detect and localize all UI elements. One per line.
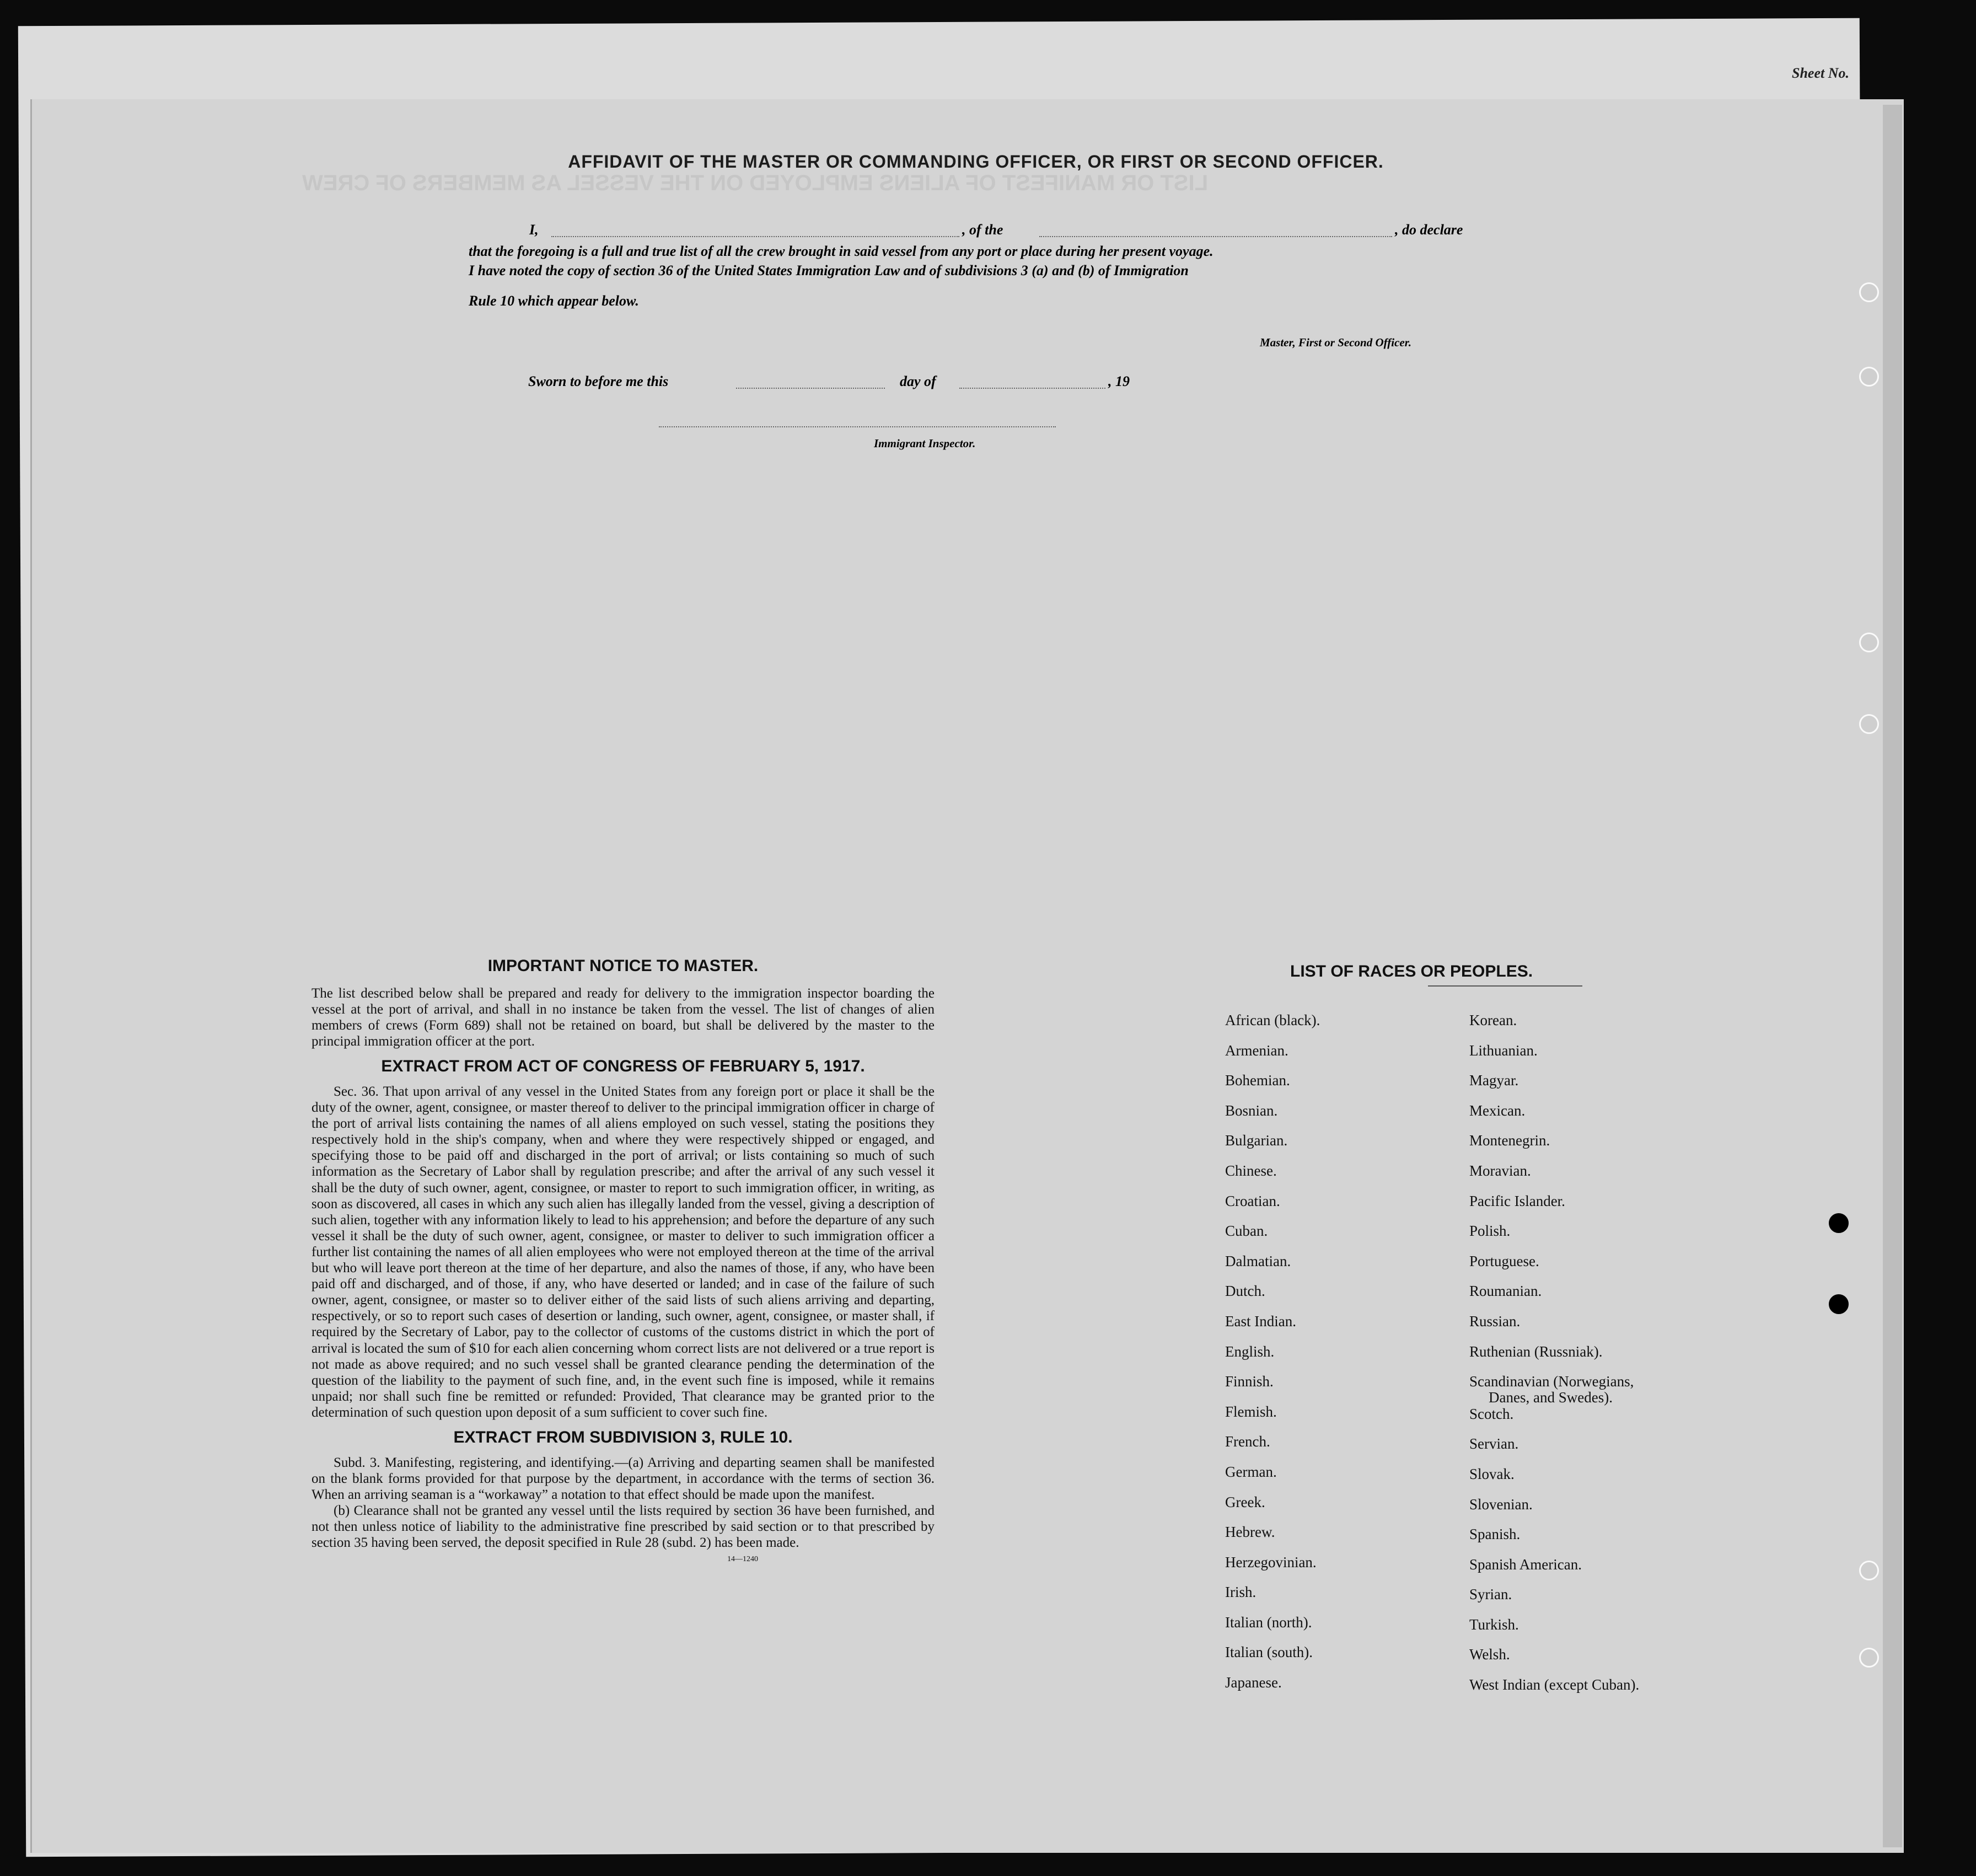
race-item: French.	[1225, 1433, 1270, 1450]
race-item: German.	[1225, 1463, 1277, 1480]
races-list-section	[1224, 962, 1720, 1693]
name-blank	[551, 236, 959, 237]
race-item: African (black).	[1225, 1012, 1320, 1028]
race-item: Greek.	[1225, 1493, 1265, 1510]
race-item: Bohemian.	[1225, 1072, 1290, 1089]
notice-title: IMPORTANT NOTICE TO MASTER.	[487, 957, 759, 975]
punch-hole	[1859, 282, 1879, 302]
race-item: Danes, and Swedes).	[1489, 1389, 1613, 1406]
race-item: Dalmatian.	[1225, 1252, 1291, 1269]
subdivision-a: Subd. 3. Manifesting, registering, and identifying.—(a) Arriving and departing seamen shall be manifested on the blank forms provided for that purpose by the department, in accordance with the terms of section 36. When an arriving seaman is a “workaway” a notation to that effect should be made upon the manifest.	[312, 1455, 935, 1502]
sworn-text-c: , 19	[1108, 373, 1130, 389]
sheet-number-label: Sheet No.	[1792, 65, 1849, 81]
race-item: Bosnian.	[1225, 1102, 1278, 1119]
race-item: Cuban.	[1225, 1223, 1268, 1240]
act-section-36: Sec. 36. That upon arrival of any vessel in the United States from any foreign port or place it shall be the duty of the owner, agent, consignee, or master thereof to deliver to the principal immigration officer in charge of the port of arrival lists containing the names of all aliens employed on such vessel, stating the positions they respectively hold in the ship's company, when and where they were respectively shipped or engaged, and specifying those to be paid off and discharged in the port of arrival; or lists containing so much of such information as the Secretary of Labor shall by regulation prescribe; and after the arrival of any such vessel it shall be the duty of such owner, agent, consignee, or master to report to such immigration officer, in writing, as soon as discovered, all cases in which any such alien has illegally landed from the vessel, giving a description of such alien, together with any information likely to lead to his apprehension; and before the departure of any such vessel it shall be the duty of such owner, agent, consignee, or master to deliver to such immigration officer a further list containing the names of all alien employees who were not employed thereon at the time of the arrival but who will leave port thereon at the time of her departure, and also the names of those, if any, who have been paid off and discharged, and of those, if any, who have deserted or landed; and in case of the failure of such owner, agent, consignee, or master so to deliver either of the said lists of such aliens arriving and departing, respectively, or so to report such cases of desertion or landing, such owner, agent, consignee, or master shall, if required by the Secretary of Labor, pay to the collector of customs of the customs district in which the port of arrival is located the sum of $10 for each alien concerning whom correct lists are not delivered or a true report is not made as above required; and no such vessel shall be granted clearance pending the determination of the question of the liability to the payment of such fine, and, in the event such fine is imposed, while it remains unpaid; nor shall such fine be remitted or refunded: Provided, That clearance may be granted prior to the determination of such question upon deposit of a sum sufficient to cover such fine.	[312, 1084, 935, 1420]
affidavit-line4: Rule 10 which appear below.	[469, 293, 639, 309]
race-item: Spanish American.	[1469, 1556, 1582, 1573]
races-title: LIST OF RACES OR PEOPLES.	[1290, 962, 1533, 980]
affidavit-line2: that the foregoing is a full and true list of all the crew brought in said vessel from any port or place during her present voyage.	[469, 243, 1213, 259]
page-edge-strip	[1883, 105, 1902, 1847]
affidavit-line1-c: , do declare	[1395, 222, 1463, 238]
punch-hole	[1859, 1561, 1879, 1580]
race-item: Italian (south).	[1225, 1644, 1313, 1661]
race-item: Roumanian.	[1469, 1283, 1542, 1300]
form-number: 14—1240	[727, 1555, 758, 1563]
race-item: Montenegrin.	[1469, 1132, 1550, 1149]
race-item: Servian.	[1469, 1435, 1519, 1452]
affidavit-line1-a: I,	[529, 222, 539, 238]
race-item: Slovenian.	[1469, 1496, 1533, 1513]
affidavit-section	[452, 152, 1500, 172]
race-item: Moravian.	[1469, 1162, 1531, 1179]
race-item: West Indian (except Cuban).	[1469, 1676, 1640, 1693]
race-item: Italian (north).	[1225, 1614, 1312, 1631]
race-item: Polish.	[1469, 1223, 1511, 1240]
sworn-text-b: day of	[900, 373, 936, 389]
race-item: Hebrew.	[1225, 1524, 1275, 1541]
race-item: Korean.	[1469, 1012, 1517, 1028]
notice-body: The list described below shall be prepared and ready for delivery to the immigration inspector boarding the vessel at the port of arrival, and shall in no instance be taken from the vessel. The list of changes of alien members of crews (Form 689) shall not be retained on board, but shall be delivered by the master to the principal immigration officer at the port.	[312, 986, 935, 1049]
race-item: English.	[1225, 1343, 1275, 1360]
race-item: Syrian.	[1469, 1586, 1512, 1603]
sworn-month-blank	[959, 388, 1105, 389]
sworn-text-a: Sworn to before me this	[528, 373, 669, 389]
race-item: Magyar.	[1469, 1072, 1519, 1089]
races-left-column	[1225, 1012, 1320, 1705]
race-item: Dutch.	[1225, 1283, 1265, 1300]
races-right-column	[1469, 1012, 1639, 1707]
race-item: Portuguese.	[1469, 1252, 1539, 1269]
affidavit-title: AFFIDAVIT OF THE MASTER OR COMMANDING OFFICER, OR FIRST OR SECOND OFFICER.	[568, 152, 1384, 171]
race-item: East Indian.	[1225, 1312, 1296, 1330]
affidavit-line3: I have noted the copy of section 36 of the United States Immigration Law and of subdivisions 3 (a) and (b) of Immigration	[469, 262, 1189, 278]
race-item: Chinese.	[1225, 1162, 1277, 1179]
race-item: Slovak.	[1469, 1465, 1515, 1482]
bleedthrough-title: LIST OR MANIFEST OF ALIENS EMPLOYED ON THE VESSEL AS MEMBERS OF CREW	[302, 171, 1209, 195]
race-item: Bulgarian.	[1225, 1132, 1288, 1149]
race-item: Spanish.	[1469, 1526, 1521, 1543]
race-item: Japanese.	[1225, 1674, 1282, 1691]
race-item: Welsh.	[1469, 1646, 1510, 1663]
subdivision-b: (b) Clearance shall not be granted any vessel until the lists required by section 36 have been furnished, and not then unless notice of liability to the administrative fine prescribed by said section or to that prescribed by section 35 having been served, the deposit specified in Rule 28 (subd. 2) has been made.	[312, 1503, 935, 1550]
races-title-rule	[1428, 985, 1582, 987]
race-item: Turkish.	[1469, 1616, 1519, 1633]
race-item: Herzegovinian.	[1225, 1553, 1317, 1571]
punch-hole	[1859, 1648, 1879, 1668]
race-item: Flemish.	[1225, 1403, 1277, 1420]
signature-label: Master, First or Second Officer.	[1260, 336, 1411, 349]
punch-hole	[1859, 714, 1879, 734]
sworn-day-blank	[736, 388, 885, 389]
inspector-label: Immigrant Inspector.	[874, 437, 976, 450]
subdivision-title: EXTRACT FROM SUBDIVISION 3, RULE 10.	[453, 1428, 793, 1446]
race-item: Finnish.	[1225, 1373, 1274, 1390]
race-item: Lithuanian.	[1469, 1042, 1538, 1059]
affidavit-line1-b: , of the	[962, 222, 1003, 238]
race-item: Irish.	[1225, 1584, 1257, 1601]
inspector-blank	[659, 426, 1056, 427]
punch-hole	[1829, 1294, 1849, 1314]
act-title: EXTRACT FROM ACT OF CONGRESS OF FEBRUARY 5, 1917.	[381, 1057, 865, 1075]
punch-hole	[1829, 1213, 1849, 1233]
race-item: Croatian.	[1225, 1192, 1280, 1209]
race-item: Ruthenian (Russniak).	[1469, 1343, 1603, 1360]
punch-hole	[1859, 633, 1879, 652]
vessel-blank	[1039, 236, 1392, 237]
race-item: Scotch.	[1469, 1405, 1514, 1422]
race-item: Pacific Islander.	[1469, 1192, 1565, 1209]
notice-column	[312, 957, 935, 1564]
race-item: Scandinavian (Norwegians,	[1469, 1373, 1634, 1390]
race-item: Russian.	[1469, 1312, 1521, 1330]
race-item: Mexican.	[1469, 1102, 1526, 1119]
punch-hole	[1859, 367, 1879, 387]
race-item: Armenian.	[1225, 1042, 1288, 1059]
